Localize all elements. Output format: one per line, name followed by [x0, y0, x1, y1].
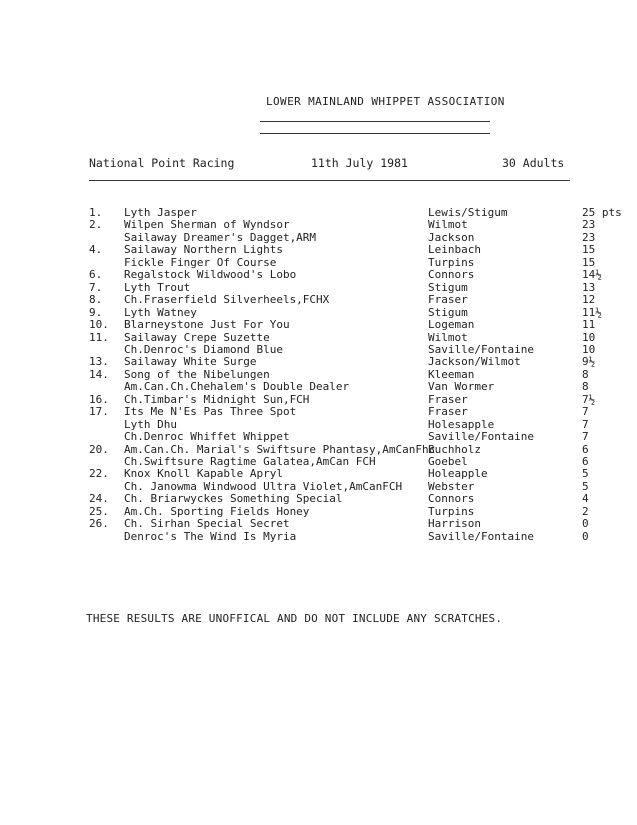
result-row — [0, 318, 637, 331]
points-value: 14½ — [582, 268, 602, 282]
dog-name: Lyth Dhu — [124, 417, 177, 431]
owner-name: Kleeman — [428, 367, 475, 381]
result-row — [0, 530, 637, 543]
result-row — [0, 492, 637, 505]
owner-name: Lewis/Stigum — [428, 206, 508, 219]
result-row — [0, 281, 637, 294]
owner-name: Connors — [428, 492, 475, 506]
result-row — [0, 517, 637, 530]
result-row — [0, 343, 637, 356]
dog-name: Ch. Janowma Windwood Ultra Violet,AmCanFCH — [124, 479, 403, 493]
points-value: 15 — [582, 255, 596, 269]
disclaimer-note: THESE RESULTS ARE UNOFFICAL AND DO NOT INCLUDE ANY SCRATCHES. — [86, 612, 503, 625]
result-row — [0, 418, 637, 431]
dog-name: Lyth Trout — [124, 280, 191, 294]
dog-name: Ch.Timbar's Midnight Sun,FCH — [124, 392, 310, 406]
place-number: 14. — [89, 367, 109, 381]
dog-name: Wilpen Sherman of Wyndsor — [124, 218, 290, 232]
points-value: 15 — [582, 243, 596, 257]
points-value: 8 — [582, 380, 589, 394]
place-number: 2. — [89, 218, 103, 232]
dog-name: Fickle Finger Of Course — [124, 255, 277, 269]
owner-name: Webster — [428, 479, 475, 493]
result-row — [0, 480, 637, 493]
points-value: 23 — [582, 230, 596, 244]
result-row — [0, 430, 637, 443]
owner-name: Stigum — [428, 280, 468, 294]
place-number: 7. — [89, 280, 103, 294]
owner-name: Leinbach — [428, 243, 481, 257]
owner-name: Saville/Fontaine — [428, 529, 534, 543]
dog-name: Lyth Jasper — [124, 206, 197, 219]
dog-name: Am.Can.Ch. Marial's Swiftsure Phantasy,AmCanFhc — [124, 442, 436, 456]
association-title: LOWER MAINLAND WHIPPET ASSOCIATION — [266, 95, 505, 108]
dog-name: Sailaway Dreamer's Dagget,ARM — [124, 230, 317, 244]
dog-name: Ch.Denroc's Diamond Blue — [124, 342, 283, 356]
place-number: 22. — [89, 467, 109, 481]
result-row — [0, 331, 637, 344]
points-value: 7 — [582, 417, 589, 431]
place-number: 8. — [89, 293, 103, 307]
result-row — [0, 505, 637, 518]
result-row — [0, 380, 637, 393]
dog-name: Song of the Nibelungen — [124, 367, 270, 381]
points-value: 7½ — [582, 392, 596, 406]
event-name: National Point Racing — [89, 156, 235, 170]
points-value: 23 — [582, 218, 596, 232]
dog-name: Ch.Denroc Whiffet Whippet — [124, 430, 290, 444]
dog-name: Am.Can.Ch.Chehalem's Double Dealer — [124, 380, 350, 394]
dog-name: Lyth Watney — [124, 305, 197, 319]
dog-name: Knox Knoll Kapable Apryl — [124, 467, 283, 481]
result-row — [0, 405, 637, 418]
dog-name: Regalstock Wildwood's Lobo — [124, 268, 297, 282]
owner-name: Holeapple — [428, 467, 488, 481]
place-number: 16. — [89, 392, 109, 406]
dog-name: Ch.Fraserfield Silverheels,FCHX — [124, 293, 330, 307]
points-value: 25 pts — [582, 206, 622, 219]
owner-name: Wilmot — [428, 330, 468, 344]
result-row — [0, 355, 637, 368]
owner-name: Fraser — [428, 405, 468, 419]
dog-name: Sailaway Crepe Suzette — [124, 330, 270, 344]
owner-name: Stigum — [428, 305, 468, 319]
event-date: 11th July 1981 — [311, 156, 408, 170]
dog-name: Blarneystone Just For You — [124, 318, 290, 332]
place-number: 13. — [89, 355, 109, 369]
owner-name: Jackson — [428, 230, 475, 244]
result-row — [0, 306, 637, 319]
points-value: 11 — [582, 318, 596, 332]
points-value: 7 — [582, 430, 589, 444]
result-row — [0, 368, 637, 381]
title-underline-top — [260, 121, 490, 122]
points-value: 4 — [582, 492, 589, 506]
dog-name: Sailaway White Surge — [124, 355, 257, 369]
result-row — [0, 218, 637, 231]
owner-name: Fraser — [428, 392, 468, 406]
place-number: 6. — [89, 268, 103, 282]
points-value: 9½ — [582, 355, 596, 369]
points-value: 8 — [582, 367, 589, 381]
owner-name: Fraser — [428, 293, 468, 307]
owner-name: Turpins — [428, 504, 475, 518]
owner-name: Saville/Fontaine — [428, 342, 534, 356]
result-row — [0, 393, 637, 406]
result-row — [0, 467, 637, 480]
result-row — [0, 206, 637, 219]
owner-name: Van Wormer — [428, 380, 495, 394]
points-value: 11½ — [582, 305, 602, 319]
points-value: 0 — [582, 517, 589, 531]
points-value: 5 — [582, 467, 589, 481]
owner-name: Wilmot — [428, 218, 468, 232]
owner-name: Harrison — [428, 517, 481, 531]
dog-name: Am.Ch. Sporting Fields Honey — [124, 504, 310, 518]
points-value: 10 — [582, 330, 596, 344]
place-number: 11. — [89, 330, 109, 344]
result-row — [0, 256, 637, 269]
owner-name: Turpins — [428, 255, 475, 269]
points-value: 2 — [582, 504, 589, 518]
result-row — [0, 243, 637, 256]
result-row — [0, 231, 637, 244]
place-number: 20. — [89, 442, 109, 456]
points-value: 6 — [582, 442, 589, 456]
points-value: 10 — [582, 342, 596, 356]
place-number: 1. — [89, 206, 103, 219]
entry-count: 30 Adults — [502, 156, 565, 170]
points-value: 0 — [582, 529, 589, 543]
dog-name: Its Me N'Es Pas Three Spot — [124, 405, 297, 419]
points-value: 6 — [582, 455, 589, 468]
dog-name: Ch. Briarwyckes Something Special — [124, 492, 343, 506]
points-value: 5 — [582, 479, 589, 493]
owner-name: Jackson/Wilmot — [428, 355, 521, 369]
dog-name: Sailaway Northern Lights — [124, 243, 283, 257]
owner-name: Connors — [428, 268, 475, 282]
owner-name: Logeman — [428, 318, 475, 332]
header-rule — [89, 180, 570, 181]
place-number: 4. — [89, 243, 103, 257]
result-row — [0, 455, 637, 468]
place-number: 17. — [89, 405, 109, 419]
owner-name: Saville/Fontaine — [428, 430, 534, 444]
dog-name: Denroc's The Wind Is Myria — [124, 529, 297, 543]
owner-name: Holesapple — [428, 417, 495, 431]
dog-name: Ch. Sirhan Special Secret — [124, 517, 290, 531]
dog-name: Ch.Swiftsure Ragtime Galatea,AmCan FCH — [124, 455, 376, 468]
result-row — [0, 443, 637, 456]
owner-name: Buchholz — [428, 442, 481, 456]
place-number: 26. — [89, 517, 109, 531]
points-value: 7 — [582, 405, 589, 419]
points-value: 13 — [582, 280, 596, 294]
points-value: 12 — [582, 293, 596, 307]
result-row — [0, 268, 637, 281]
title-underline-bottom — [260, 133, 490, 134]
place-number: 10. — [89, 318, 109, 332]
place-number: 9. — [89, 305, 103, 319]
place-number: 24. — [89, 492, 109, 506]
result-row — [0, 293, 637, 306]
place-number: 25. — [89, 504, 109, 518]
owner-name: Goebel — [428, 455, 468, 468]
